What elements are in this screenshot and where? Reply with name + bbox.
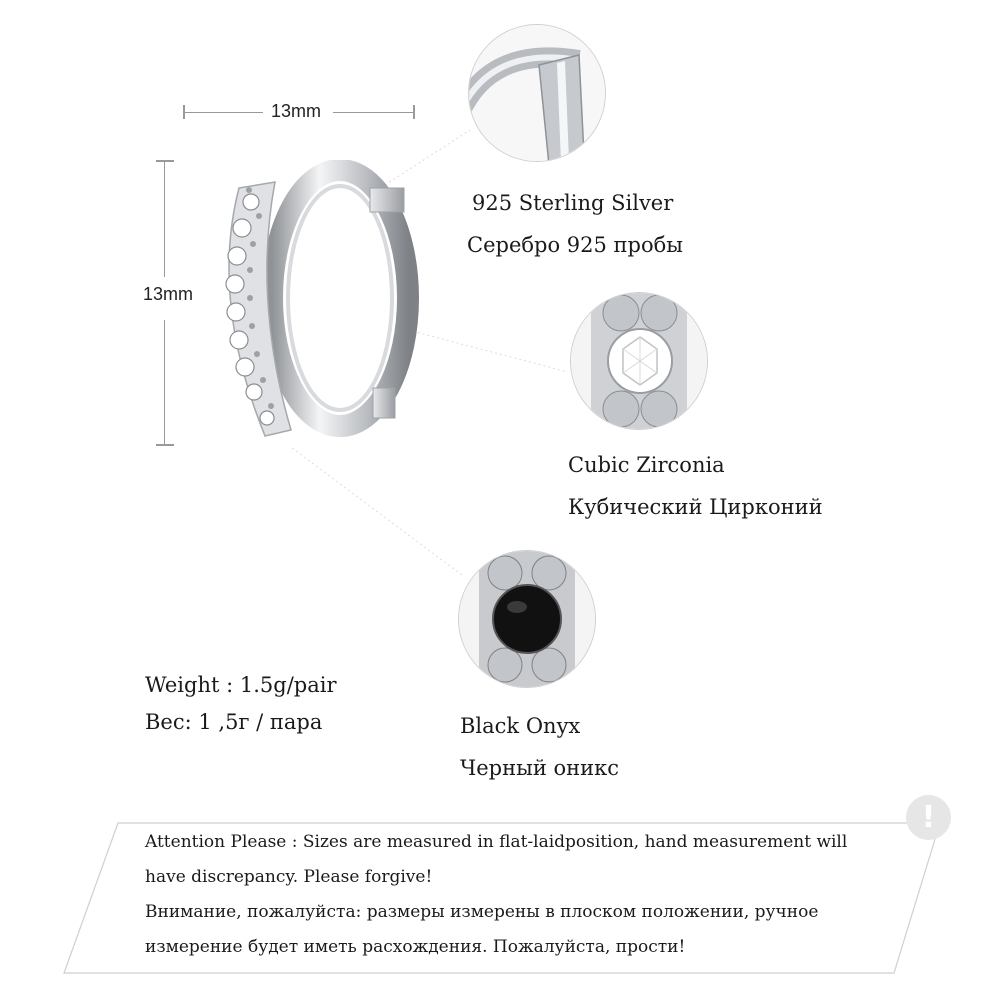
notice-line-1: Attention Please : Sizes are measured in flat-laidposition, hand measurement will xyxy=(145,832,848,852)
onyx-label-en: Black Onyx xyxy=(460,714,581,738)
notice-text xyxy=(145,825,885,965)
weight-label-ru: Вес: 1 ,5г / пара xyxy=(145,710,323,734)
width-label: 13mm xyxy=(271,101,322,121)
hoop-earring-image xyxy=(205,160,420,445)
height-label: 13mm xyxy=(143,284,194,304)
notice-line-3: Внимание, пожалуйста: размеры измерены в плоском положении, ручное xyxy=(145,902,819,922)
notice-line-2: have discrepancy. Please forgive! xyxy=(145,867,433,887)
silver-detail-image xyxy=(468,24,606,162)
zirconia-detail-image xyxy=(570,292,708,430)
silver-label-en: 925 Sterling Silver xyxy=(472,191,674,215)
exclamation-icon: ! xyxy=(906,795,951,840)
onyx-label-ru: Черный оникс xyxy=(460,756,620,780)
silver-label-ru: Серебро 925 пробы xyxy=(467,233,683,257)
zirconia-label-en: Cubic Zirconia xyxy=(568,453,725,477)
zirconia-label-ru: Кубический Цирконий xyxy=(568,495,823,519)
notice-line-4: измерение будет иметь расхождения. Пожалуйста, прости! xyxy=(145,937,686,957)
weight-label-en: Weight : 1.5g/pair xyxy=(145,673,337,697)
onyx-detail-image xyxy=(458,550,596,688)
